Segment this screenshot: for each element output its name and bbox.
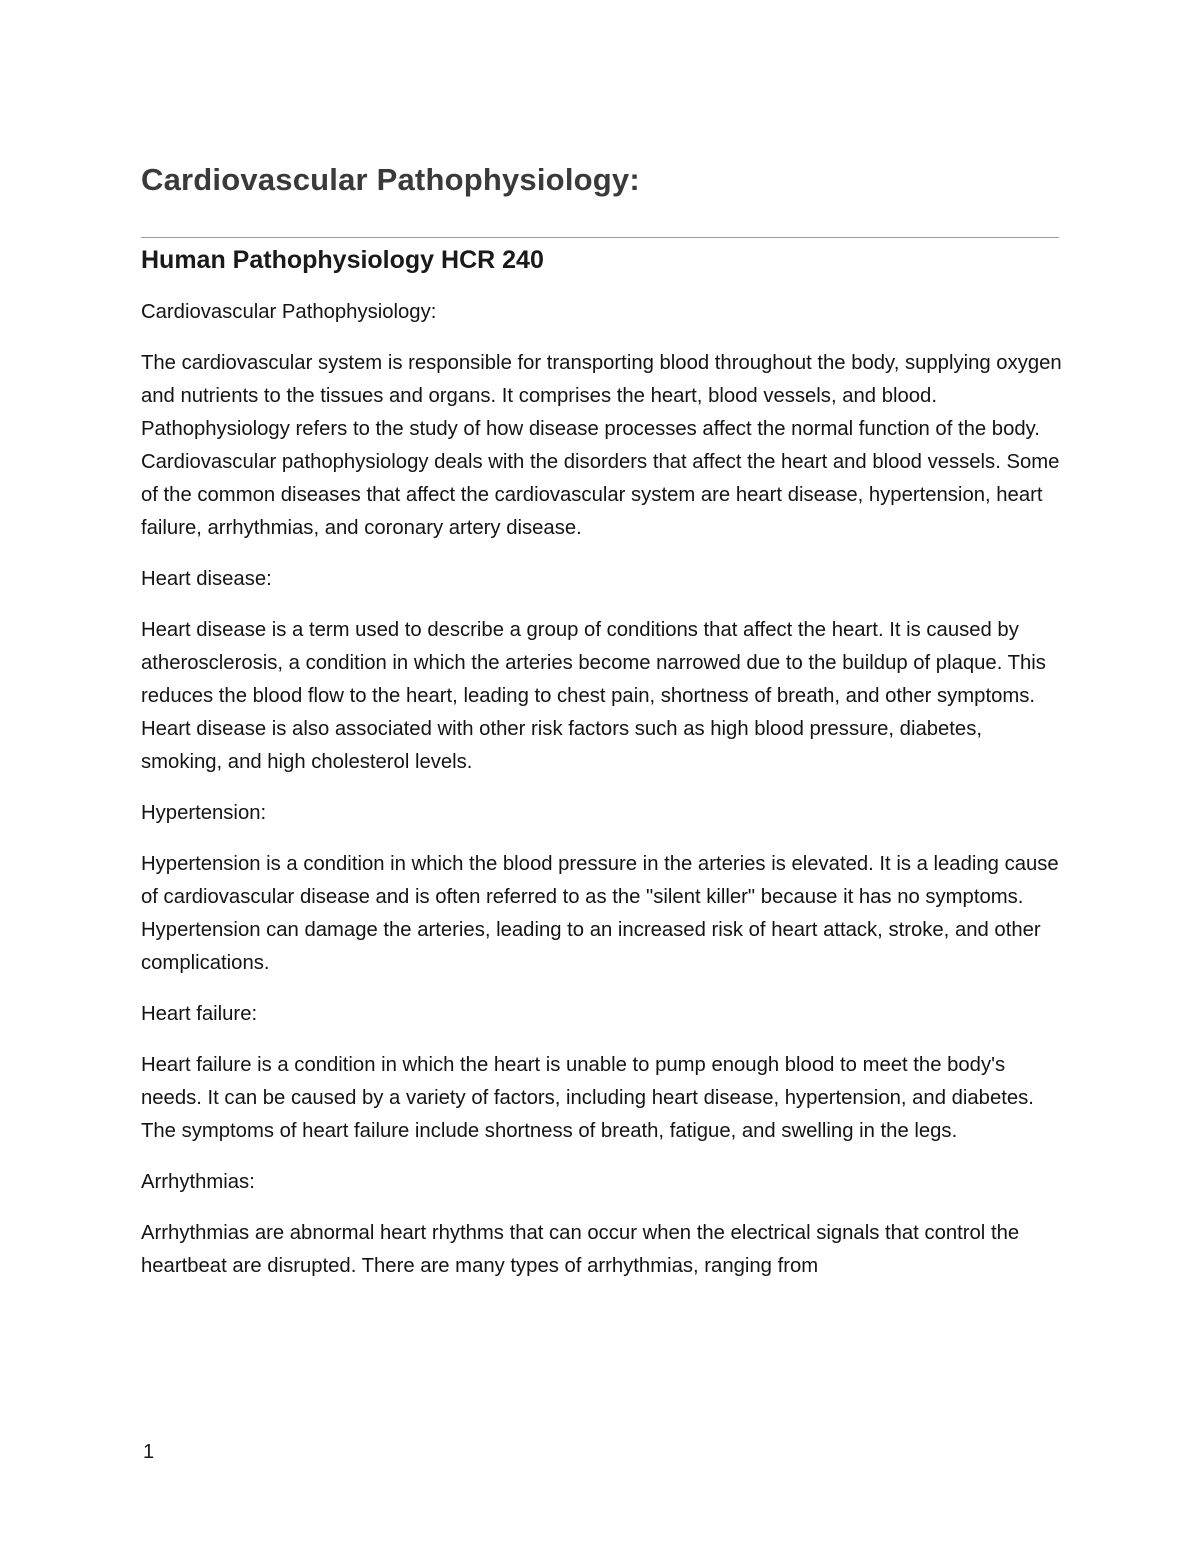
paragraph-arrhythmias: Arrhythmias are abnormal heart rhythms that can occur when the electrical signals that control the heartbeat are disrupted. There are many types of arrhythmias, ranging from [141,1222,1020,1277]
section-heading-arrhythmias: Arrhythmias: [141,1171,255,1193]
document-title: Cardiovascular Pathophysiology: [141,162,640,197]
title-divider [141,237,1059,238]
paragraph-cardiovascular-intro: The cardiovascular system is responsible for transporting blood throughout the body, supplying oxygen and nutrients to the tissues and organs. It comprises the heart, blood vessels, and blood. Pathophysiology refers to the study of how disease processes affect the normal function of the body. Cardiovascular pathophysiology deals with the disorders that affect the heart and blood vessels. Some of the common diseases that affect the cardiovascular system are heart disease, hypertension, heart failure, arrhythmias, and coronary artery disease. [141,352,1062,539]
section-heading-heart-disease: Heart disease: [141,568,272,590]
paragraph-hypertension: Hypertension is a condition in which the blood pressure in the arteries is elevated. It is a leading cause of cardiovascular disease and is often referred to as the "silent killer" because it has no symptoms. Hypertension can damage the arteries, leading to an increased risk of heart attack, stroke, and other complications. [141,853,1059,974]
section-heading-cardiovascular: Cardiovascular Pathophysiology: [141,301,437,323]
section-heading-hypertension: Hypertension: [141,802,267,824]
section-heading-heart-failure: Heart failure: [141,1003,258,1025]
paragraph-heart-disease: Heart disease is a term used to describe a group of conditions that affect the heart. It is caused by atherosclerosis, a condition in which the arteries become narrowed due to the buildup of plaque. This reduces the blood flow to the heart, leading to chest pain, shortness of breath, and other symptoms. Heart disease is also associated with other risk factors such as high blood pressure, diabetes, smoking, and high cholesterol levels. [141,619,1046,773]
page-number: 1 [143,1441,155,1463]
paragraph-heart-failure: Heart failure is a condition in which the heart is unable to pump enough blood to meet the body's needs. It can be caused by a variety of factors, including heart disease, hypertension, and diabetes. The symptoms of heart failure include shortness of breath, fatigue, and swelling in the legs. [141,1054,1034,1142]
document-body [141,296,1066,1301]
document-subtitle: Human Pathophysiology HCR 240 [141,246,544,274]
